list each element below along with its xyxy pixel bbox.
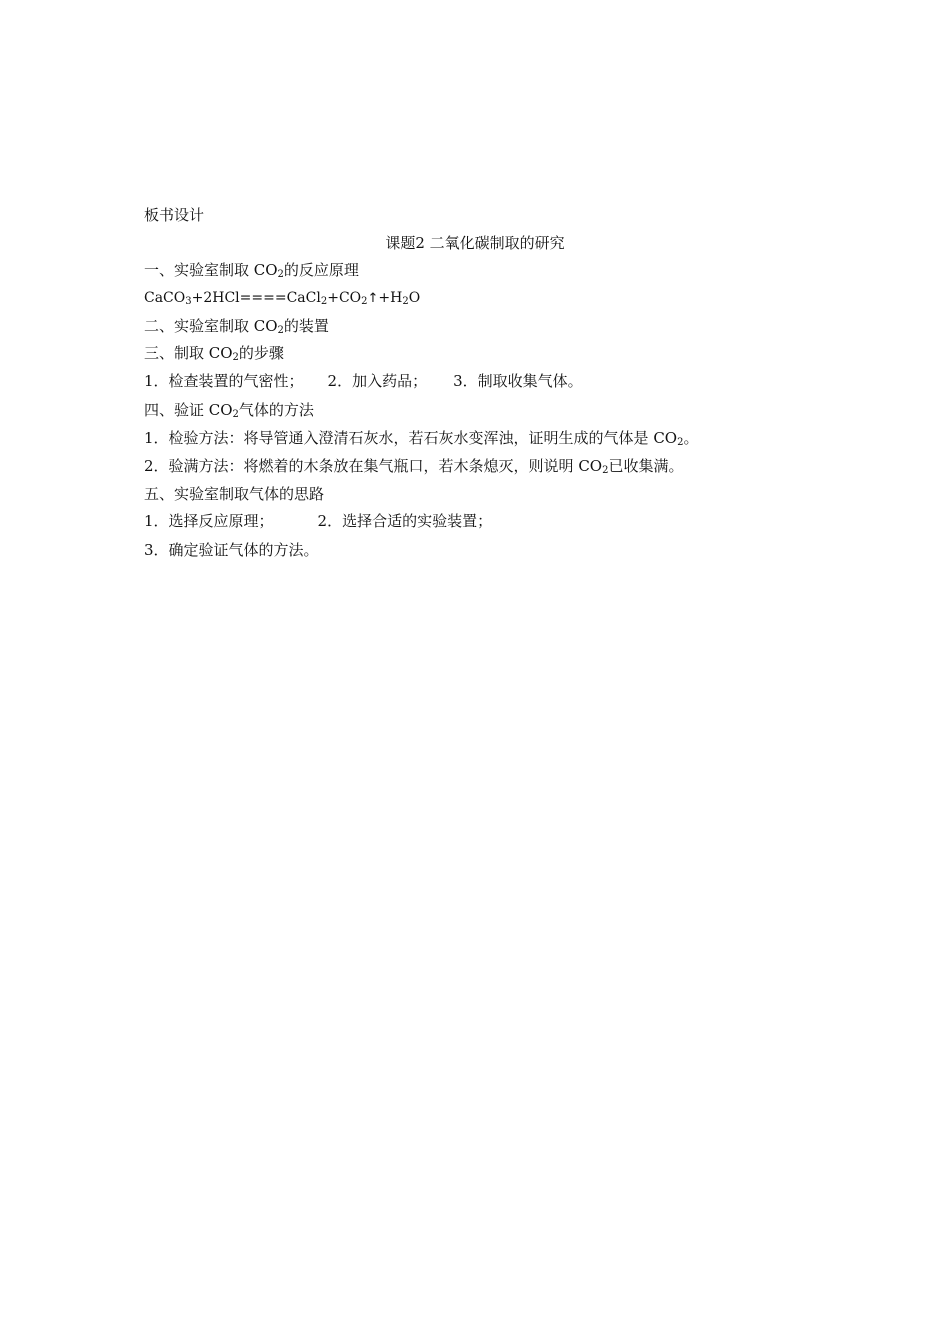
equation-subscript: 2: [320, 296, 328, 307]
idea-1: 1．选择反应原理；: [144, 512, 274, 530]
section-4-suffix: 气体的方法: [238, 401, 314, 419]
equation-subscript: 3: [185, 296, 192, 307]
steps-line: [144, 371, 583, 391]
chemical-equation: [144, 288, 420, 309]
page-title: 课题2 二氧化碳制取的研究: [385, 234, 565, 252]
equation-part: +H: [378, 290, 403, 306]
section-2-suffix: 的装置: [283, 317, 329, 335]
section-4-subscript: 2: [232, 409, 239, 420]
section-2-heading: [144, 316, 329, 336]
section-1-subscript: 2: [277, 269, 284, 280]
idea-2: 2．选择合适的实验装置；: [317, 512, 493, 530]
step-2: 2．加入药品；: [327, 372, 428, 390]
section-2-subscript: 2: [277, 325, 284, 336]
section-3-suffix: 的步骤: [238, 344, 284, 362]
heading: 板书设计: [144, 206, 205, 224]
section-1-suffix: 的反应原理: [283, 261, 359, 279]
section-3-prefix: 三、制取 CO: [144, 344, 233, 362]
step-3: 3．制取收集气体。: [453, 372, 583, 390]
verify-1-end: 。: [683, 429, 699, 447]
section-3-subscript: 2: [232, 352, 239, 363]
equation-subscript: 2: [402, 296, 409, 307]
section-1-heading: [144, 260, 359, 280]
verify-2-text: 2．验满方法：将燃着的木条放在集气瓶口，若木条熄灭，则说明 CO: [144, 457, 603, 475]
equation-part: +CO: [327, 290, 362, 306]
equation-part: CaCO: [144, 290, 186, 306]
section-5-heading: 五、实验室制取气体的思路: [144, 485, 325, 503]
section-4-prefix: 四、验证 CO: [144, 401, 233, 419]
idea-3: 3．确定验证气体的方法。: [144, 541, 319, 559]
verify-2-end: 已收集满。: [608, 457, 684, 475]
verify-1-subscript: 2: [677, 437, 684, 448]
verify-method-1: [144, 428, 698, 448]
section-2-prefix: 二、实验室制取 CO: [144, 317, 278, 335]
step-1: 1．检查装置的气密性；: [144, 372, 304, 390]
verify-method-2: [144, 456, 683, 476]
section-4-heading: [144, 400, 314, 420]
equation-subscript: 2: [361, 296, 368, 307]
section-1-prefix: 一、实验室制取 CO: [144, 261, 278, 279]
section-3-heading: [144, 343, 284, 363]
verify-2-subscript: 2: [602, 465, 609, 476]
verify-1-text: 1．检验方法：将导管通入澄清石灰水，若石灰水变浑浊，证明生成的气体是 CO: [144, 429, 678, 447]
ideas-line: [144, 511, 492, 531]
equation-part: O: [408, 290, 421, 306]
up-arrow-icon: ↑: [367, 291, 379, 306]
equation-part: +2HCl====CaCl: [191, 290, 321, 306]
